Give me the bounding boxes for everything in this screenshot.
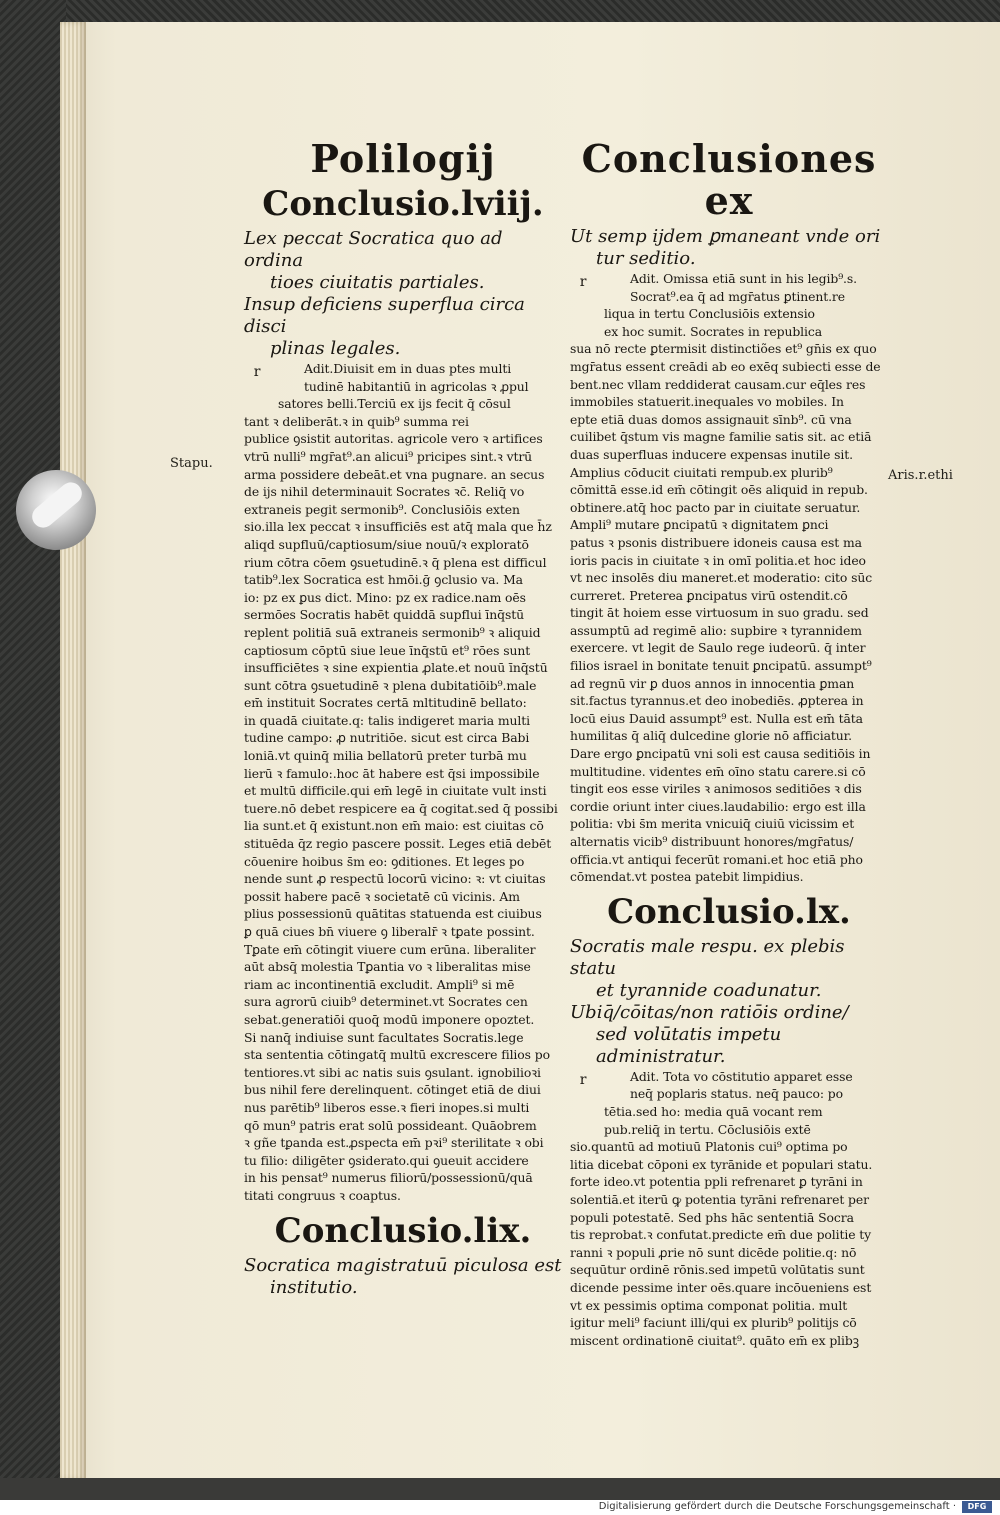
text-line: exercere. vt legit de Saulo rege iudeorū. q̄ inter <box>570 640 866 656</box>
text-line: sermōes Socratis habēt quiddā supflui īnq̄stū <box>244 607 524 623</box>
text-line: stituēda q̄z regio pascere possit. Leges etiā debēt <box>244 836 552 852</box>
text-line: vt ex pessimis optima componat politia. mult <box>570 1297 848 1313</box>
text-line: filios israel in bonitate tenuit ꝑncipatū. assumpt⁹ <box>570 658 872 674</box>
marginal-note-left: Stapu. <box>170 456 213 471</box>
text-line: tuere.nō debet respicere ea q̄ cogitat.sed q̄ possibi <box>244 800 558 816</box>
text-line: Adit. Tota vo cōstitutio apparet esse <box>630 1068 853 1084</box>
text-line: tant ꝛ deliberāt.ꝛ in quib⁹ summa rei <box>244 413 469 429</box>
text-line: cōmittā esse.id em̄ cōtingit oēs aliquid in repub. <box>570 482 868 498</box>
text-line: sebat.generatiōi quoq̄ modū imponere opoztet. <box>244 1011 535 1027</box>
text-line: sequūtur ordinē rōnis.sed impetū volūtatis sunt <box>570 1262 865 1278</box>
rubric-mark: r <box>253 364 261 380</box>
continued-statement <box>570 226 888 270</box>
text-line: lierū ꝛ famulo:.hoc āt habere est q̄si impossibile <box>244 765 540 781</box>
text-line: duas superfluas inducere expensas inutile sit. <box>570 446 854 462</box>
text-line: litia dicebat cōponi ex tyrānide et populari statu. <box>570 1156 873 1172</box>
text-line: tentiores.vt sibi ac natis suis ꝯsulant. ignobilioꝛi <box>244 1064 541 1080</box>
text-line: vtrū nulli⁹ mgr̄at⁹.an alicui⁹ pricipes sint.ꝛ vtrū <box>244 448 533 464</box>
text-line: mgr̄atus essent creādi ab eo exēq subiecti esse de <box>570 358 881 374</box>
text-line: extraneis pegit sermonib⁹. Conclusiōis exten <box>244 501 520 517</box>
text-line: tis reprobat.ꝛ confutat.predicte em̄ due politie ty <box>570 1227 872 1243</box>
text-line: tudine campo: ꝓ nutritiōe. sicut est circa Babi <box>244 730 530 746</box>
text-line: alternatis vicib⁹ distribuunt honores/mgr̄atus/ <box>570 834 854 849</box>
statement-line: Insup deficiens superflua circa disci <box>244 294 525 337</box>
text-line: em̄ instituit Socrates certā mltitudinē bellato: <box>244 695 527 711</box>
text-line: nende sunt ꝓ respectū locorū vicino: ꝛ: vt ciuitas <box>244 871 546 887</box>
text-line: lia sunt.et q̄ existunt.non em̄ maio: est ciuitas cō <box>244 818 544 834</box>
text-line: et multū difficile.qui em̄ legē in ciuitate vult insti <box>244 783 547 799</box>
body-text <box>570 340 888 885</box>
text-line: ꝛ gñe tꝑanda est.ꝓspecta em̄ pꝛi⁹ sterilitate ꝛ obi <box>244 1135 544 1151</box>
text-line: cōuenire hoibus s̄m eo: ꝯditiones. Et leges po <box>244 853 525 869</box>
text-line: Tꝑate em̄ cōtingit viuere cum erūna. liberaliter <box>244 941 536 957</box>
text-line: solentiā.et iterū ꝙ potentia tyrāni refrenaret per <box>570 1191 869 1207</box>
text-line: sunt cōtra ꝯsuetudinē ꝛ plena dubitatiōib⁹.male <box>244 677 537 693</box>
text-line: possit habere pacē ꝛ societatē cū vicinis. Am <box>244 888 520 904</box>
text-line: titati congruus ꝛ coaptus. <box>244 1187 401 1203</box>
statement-line: et tyrannide coadunatur. <box>596 979 822 1001</box>
text-line: tingit āt hoiem esse virtuosum in suo gradu. sed <box>570 605 869 621</box>
running-head-left: Polilogij <box>310 136 496 181</box>
statement-line: sed volūtatis impetu administratur. <box>596 1023 782 1067</box>
running-head-right: Conclusiones ex <box>581 136 877 223</box>
statement-line: plinas legales. <box>270 338 401 359</box>
dfg-logo: DFG <box>962 1501 992 1513</box>
text-line: bus nihil fere derelinquent. cōtinget etiā de diui <box>244 1082 541 1098</box>
footer-bar <box>0 1500 1000 1515</box>
text-line: tu filio: diligēter ꝯsiderato.qui ꝯueuit accidere <box>244 1152 529 1168</box>
statement-line: Ut semp ijdem ꝑmaneant vnde ori <box>570 226 881 247</box>
text-line: politia: vbi s̄m merita vnicuiq̄ ciuiū vicissim et <box>570 816 855 832</box>
text-line: forte ideo.vt potentia ppli refrenaret ꝑ tyrāni in <box>570 1174 863 1190</box>
text-line: humilitas q̄ aliq̄ dulcedine glorie nō afficiatur. <box>570 728 852 744</box>
text-line: sura agrorū ciuib⁹ determinet.vt Socrates cen <box>244 994 528 1010</box>
text-line: igitur meli⁹ faciunt illi/qui ex plurib⁹ politijs cō <box>570 1315 857 1331</box>
text-line: Adit.Diuisit em in duas ptes multi <box>304 361 512 376</box>
statement-line: tioes ciuitatis partiales. <box>270 272 485 293</box>
text-line: multitudine. videntes em̄ oīno statu carere.si cō <box>570 763 866 779</box>
text-line: loniā.vt quinq̄ milia bellatorū preter turbā mu <box>244 748 527 764</box>
text-line: cuilibet q̄stum vis magne familie satis sit. ac etiā <box>570 429 872 445</box>
text-line: cōmendat.vt postea patebit limpidius. <box>570 869 804 885</box>
text-line: replent politiā suā extraneis sermonib⁹ ꝛ aliquid <box>244 624 541 640</box>
first-lines-block <box>244 360 562 413</box>
text-line: Si nanq̄ indiuise sunt facultates Socratis.lege <box>244 1029 524 1045</box>
text-line: tatib⁹.lex Socratica est hmōi.ḡ ꝯclusio va. Ma <box>244 572 523 588</box>
text-line: de ijs nihil determinauit Socrates ꝛc̄. Reliq̄ vo <box>244 484 525 500</box>
text-line: officia.vt antiqui fecerūt romani.et hoc etiā pho <box>570 851 863 867</box>
book-cover-bottom <box>0 1478 1000 1500</box>
text-line: Dare ergo ꝑncipatū vni soli est causa seditiōis in <box>570 746 871 762</box>
statement-line: Ubiq̄/cōitas/non ratiōis ordine/ <box>570 1001 849 1023</box>
text-line: sua nō recte ꝑtermisit distinctiões et⁹ gn̄is ex quo <box>570 341 877 357</box>
text-line: ioris pacis in ciuitate ꝛ in omī politia.et hoc ideo <box>570 552 866 568</box>
text-line: riam ac incontinentiā excludit. Ampli⁹ si mē <box>244 976 515 992</box>
rubric-mark: r <box>579 274 587 290</box>
text-line: cordie oriunt inter ciues.laudabilio: ergo est illa <box>570 798 866 814</box>
text-line: nus parētib⁹ liberos esse.ꝛ fieri inopes.si multi <box>244 1099 530 1115</box>
text-line: patus ꝛ psonis distribuere idoneis causa est ma <box>570 534 862 550</box>
text-line: assumptū ad regimē alio: supbire ꝛ tyrannidem <box>570 622 862 638</box>
conclusio-statement <box>244 1255 562 1299</box>
statement-line: Socratica magistratuū piculosa est <box>244 1254 562 1276</box>
book-cover-top <box>0 0 1000 22</box>
statement-line: Socratis male respu. ex plebis statu <box>570 935 845 979</box>
text-line: neq̄ poplaris status. neq̄ pauco: po <box>630 1086 843 1102</box>
text-line: captiosum cōptū siue leue īnq̄stū et⁹ rōes sunt <box>244 642 531 658</box>
statement-line: tur seditio. <box>596 248 696 269</box>
text-line: satores belli.Terciū ex ijs fecit q̄ cōsul <box>278 396 511 412</box>
text-line: sta sententia cōtingatq̄ multū excrescere filios po <box>244 1047 550 1063</box>
text-line: sio.quantū ad motiuū Platonis cui⁹ optima po <box>570 1139 848 1155</box>
text-line: tētia.sed ho: media quā vocant rem <box>604 1103 823 1119</box>
rubric-mark: r <box>579 1071 587 1088</box>
text-line: bent.nec vllam reddiderat causam.cur eq̄les res <box>570 376 866 392</box>
text-line: vt nec insolēs diu maneret.et moderatio: cito sūc <box>570 570 873 586</box>
text-line: Amplius cōducit ciuitati rempub.ex plurib⁹ <box>570 464 833 480</box>
text-line: rium cōtra cōem ꝯsuetudinē.ꝛ q̄ plena est difficul <box>244 554 547 570</box>
page-edges <box>60 22 86 1480</box>
text-line: qō mun⁹ patris erat solū possideant. Quāobrem <box>244 1117 537 1133</box>
conclusio-heading: Conclusio.lx. <box>607 891 851 932</box>
statement-line: Lex peccat Socratica quo ad ordina <box>244 228 503 271</box>
text-line: io: pz ex ꝑus dict. Mino: pz ex radice.nam oēs <box>244 589 526 605</box>
text-line: miscent ordinationē ciuitat⁹. quāto em̄ ex plibꝫ <box>570 1332 859 1348</box>
conclusio-statement <box>244 228 562 360</box>
text-line: in his pensat⁹ numerus filiorū/possessionū/quā <box>244 1170 533 1186</box>
conclusio-statement <box>570 936 888 1068</box>
text-line: populi potestatē. Sed phs hāc sententiā Socra <box>570 1209 854 1225</box>
body-text <box>244 413 562 1205</box>
statement-line: institutio. <box>270 1276 358 1298</box>
first-lines-block <box>570 1068 888 1138</box>
text-line: ad regnū vir ꝑ duos annos in innocentia ꝑman <box>570 675 855 691</box>
text-line: aliqd supfluū/captiosum/siue nouū/ꝛ exploratō <box>244 536 529 552</box>
text-line: aūt absq̄ molestia Tꝑantia vo ꝛ liberalitas mise <box>244 959 531 975</box>
conclusio-heading: Conclusio.lviij. <box>262 184 544 224</box>
marginal-note-right: Aris.r.ethi <box>888 468 953 483</box>
text-line: dicende pessime inter oēs.quare incōueniens est <box>570 1279 872 1295</box>
right-column <box>570 130 888 1349</box>
text-line: tudinē habitantiū in agricolas ꝛ ꝓpul <box>304 378 529 394</box>
text-line: curreret. Preterea ꝑncipatus virū ostendit.cō <box>570 587 848 603</box>
body-text <box>570 1138 888 1349</box>
text-line: Socrat⁹.ea q̄ ad mgr̄atus ꝑtinent.re <box>630 288 845 304</box>
text-line: ranni ꝛ populi ꝓrie nō sunt dicēde politie.q: nō <box>570 1244 857 1260</box>
book-cover-left <box>0 0 66 1500</box>
text-line: Adit. Omissa etiā sunt in his legib⁹.s. <box>630 271 857 286</box>
text-line: in quadā ciuitate.q: talis indigeret maria multi <box>244 712 530 728</box>
text-line: insufficiētes ꝛ sine expientia ꝓlate.et nouū īnq̄stū <box>244 660 548 676</box>
text-line: ꝑ quā ciues bn̄ viuere ꝯ liberalr̄ ꝛ tꝑate possint. <box>244 924 535 939</box>
text-line: locū eius Dauid assumpt⁹ est. Nulla est em̄ tāta <box>570 710 863 726</box>
conclusio-heading: Conclusio.lix. <box>274 1210 532 1251</box>
text-line: pub.reliq̄ in tertu. Cōclusiōis extē <box>604 1121 811 1137</box>
text-line: obtinere.atq̄ hoc pacto par in ciuitate seruatur. <box>570 499 861 515</box>
text-line: sit.factus tyrannus.et deo inobediēs. ꝓpterea in <box>570 693 864 709</box>
text-line: arma possidere debeāt.et vna pugnare. an secus <box>244 466 545 482</box>
text-line: sio.illa lex peccat ꝛ insufficiēs est atq̄ mala que h̄z <box>244 519 552 535</box>
left-column <box>244 130 562 1299</box>
text-line: ex hoc sumit. Socrates in republica <box>604 323 823 339</box>
text-line: epte etiā duas domos assignauit sīnb⁹. cū vna <box>570 411 852 427</box>
first-lines-block <box>570 270 888 340</box>
text-line: liqua in tertu Conclusiōis extensio <box>604 306 815 322</box>
text-line: tingit eos esse viriles ꝛ animosos seditiōes ꝛ dis <box>570 781 862 797</box>
text-line: plius possessionū quātitas statuenda est ciuibus <box>244 906 542 922</box>
funding-credit: Digitalisierung gefördert durch die Deutsche Forschungsgemeinschaft · <box>598 1501 956 1512</box>
text-line: immobiles statuerit.inequales vo mobiles. In <box>570 394 844 410</box>
text-line: publice ꝯsistit autoritas. agricole vero ꝛ artifices <box>244 431 543 447</box>
text-line: Ampli⁹ mutare ꝑncipatū ꝛ dignitatem ꝑnci <box>570 517 829 533</box>
